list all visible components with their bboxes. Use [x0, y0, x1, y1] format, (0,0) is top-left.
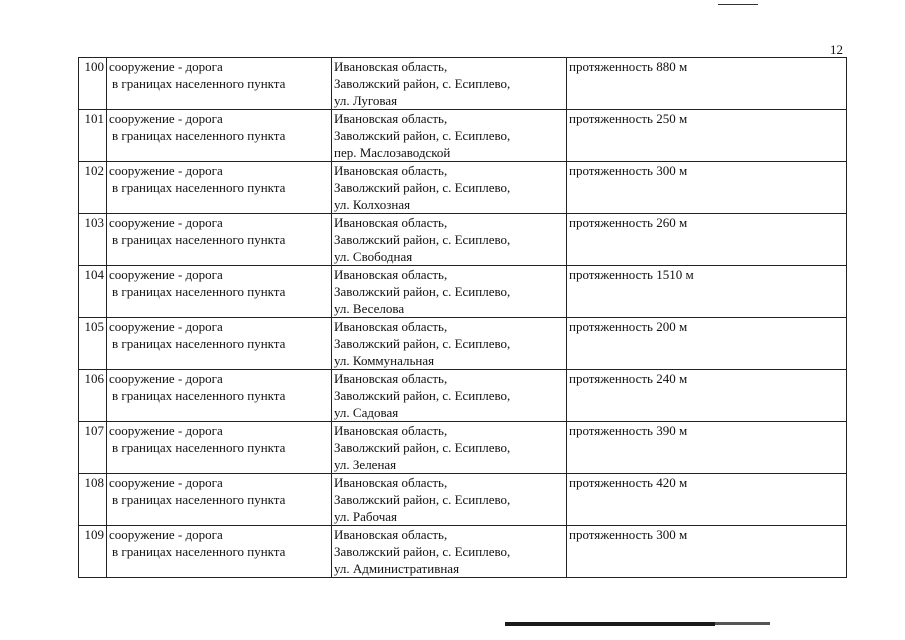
- row-number: 100: [79, 58, 107, 110]
- length-cell: протяженность 300 м: [567, 162, 847, 214]
- road-registry-table: [78, 57, 847, 578]
- object-name-cell: [107, 474, 332, 526]
- object-scope: в границах населенного пункта: [112, 492, 286, 507]
- address-region: Ивановская область,: [334, 319, 448, 334]
- object-type: сооружение - дорога: [109, 423, 223, 438]
- address-street: ул. Луговая: [334, 93, 398, 108]
- length-cell: протяженность 1510 м: [567, 266, 847, 318]
- address-cell: [332, 214, 567, 266]
- object-scope: в границах населенного пункта: [112, 128, 286, 143]
- row-number: 107: [79, 422, 107, 474]
- address-district: Заволжский район, с. Есиплево,: [334, 388, 511, 403]
- object-scope: в границах населенного пункта: [112, 440, 286, 455]
- address-district: Заволжский район, с. Есиплево,: [334, 492, 511, 507]
- address-street: ул. Коммунальная: [334, 353, 435, 368]
- address-region: Ивановская область,: [334, 475, 448, 490]
- row-number: 103: [79, 214, 107, 266]
- table-row: [79, 526, 847, 578]
- address-district: Заволжский район, с. Есиплево,: [334, 544, 511, 559]
- address-street: ул. Зеленая: [334, 457, 397, 472]
- length-cell: протяженность 300 м: [567, 526, 847, 578]
- length-cell: протяженность 200 м: [567, 318, 847, 370]
- bottom-scan-mark-tail: [715, 622, 770, 625]
- address-cell: [332, 110, 567, 162]
- bottom-scan-mark: [505, 622, 715, 626]
- row-number: 104: [79, 266, 107, 318]
- object-name-cell: [107, 58, 332, 110]
- object-name-cell: [107, 422, 332, 474]
- address-cell: [332, 162, 567, 214]
- address-region: Ивановская область,: [334, 163, 448, 178]
- table-row: [79, 422, 847, 474]
- address-region: Ивановская область,: [334, 371, 448, 386]
- object-scope: в границах населенного пункта: [112, 388, 286, 403]
- address-street: ул. Рабочая: [334, 509, 397, 524]
- object-type: сооружение - дорога: [109, 163, 223, 178]
- address-street: ул. Колхозная: [334, 197, 411, 212]
- object-scope: в границах населенного пункта: [112, 232, 286, 247]
- table-row: [79, 266, 847, 318]
- address-cell: [332, 526, 567, 578]
- row-number: 109: [79, 526, 107, 578]
- length-cell: протяженность 240 м: [567, 370, 847, 422]
- object-type: сооружение - дорога: [109, 475, 223, 490]
- object-type: сооружение - дорога: [109, 111, 223, 126]
- address-region: Ивановская область,: [334, 111, 448, 126]
- object-name-cell: [107, 526, 332, 578]
- object-type: сооружение - дорога: [109, 215, 223, 230]
- object-name-cell: [107, 214, 332, 266]
- object-scope: в границах населенного пункта: [112, 180, 286, 195]
- length-cell: протяженность 250 м: [567, 110, 847, 162]
- table-row: [79, 110, 847, 162]
- object-name-cell: [107, 110, 332, 162]
- top-scan-mark: [718, 4, 758, 5]
- row-number: 105: [79, 318, 107, 370]
- address-region: Ивановская область,: [334, 215, 448, 230]
- object-type: сооружение - дорога: [109, 267, 223, 282]
- object-type: сооружение - дорога: [109, 527, 223, 542]
- address-district: Заволжский район, с. Есиплево,: [334, 232, 511, 247]
- address-region: Ивановская область,: [334, 423, 448, 438]
- page-number: 12: [830, 42, 843, 57]
- object-scope: в границах населенного пункта: [112, 76, 286, 91]
- address-region: Ивановская область,: [334, 267, 448, 282]
- address-district: Заволжский район, с. Есиплево,: [334, 336, 511, 351]
- object-scope: в границах населенного пункта: [112, 284, 286, 299]
- address-cell: [332, 58, 567, 110]
- length-cell: протяженность 260 м: [567, 214, 847, 266]
- row-number: 108: [79, 474, 107, 526]
- address-region: Ивановская область,: [334, 59, 448, 74]
- table-row: [79, 58, 847, 110]
- object-name-cell: [107, 370, 332, 422]
- address-street: ул. Садовая: [334, 405, 399, 420]
- length-cell: протяженность 420 м: [567, 474, 847, 526]
- row-number: 101: [79, 110, 107, 162]
- address-district: Заволжский район, с. Есиплево,: [334, 128, 511, 143]
- object-name-cell: [107, 318, 332, 370]
- address-district: Заволжский район, с. Есиплево,: [334, 180, 511, 195]
- table-row: [79, 474, 847, 526]
- address-cell: [332, 266, 567, 318]
- address-cell: [332, 370, 567, 422]
- address-street: ул. Веселова: [334, 301, 405, 316]
- address-street: пер. Маслозаводской: [334, 145, 451, 160]
- row-number: 102: [79, 162, 107, 214]
- table-row: [79, 370, 847, 422]
- table-row: [79, 214, 847, 266]
- object-name-cell: [107, 266, 332, 318]
- address-region: Ивановская область,: [334, 527, 448, 542]
- address-cell: [332, 318, 567, 370]
- length-cell: протяженность 880 м: [567, 58, 847, 110]
- table-row: [79, 162, 847, 214]
- row-number: 106: [79, 370, 107, 422]
- address-street: ул. Свободная: [334, 249, 413, 264]
- object-scope: в границах населенного пункта: [112, 544, 286, 559]
- address-cell: [332, 474, 567, 526]
- object-type: сооружение - дорога: [109, 319, 223, 334]
- table-row: [79, 318, 847, 370]
- address-cell: [332, 422, 567, 474]
- object-scope: в границах населенного пункта: [112, 336, 286, 351]
- address-district: Заволжский район, с. Есиплево,: [334, 284, 511, 299]
- length-cell: протяженность 390 м: [567, 422, 847, 474]
- object-type: сооружение - дорога: [109, 371, 223, 386]
- address-district: Заволжский район, с. Есиплево,: [334, 76, 511, 91]
- address-district: Заволжский район, с. Есиплево,: [334, 440, 511, 455]
- object-name-cell: [107, 162, 332, 214]
- address-street: ул. Административная: [334, 561, 460, 576]
- registry-body: [79, 58, 847, 578]
- object-type: сооружение - дорога: [109, 59, 223, 74]
